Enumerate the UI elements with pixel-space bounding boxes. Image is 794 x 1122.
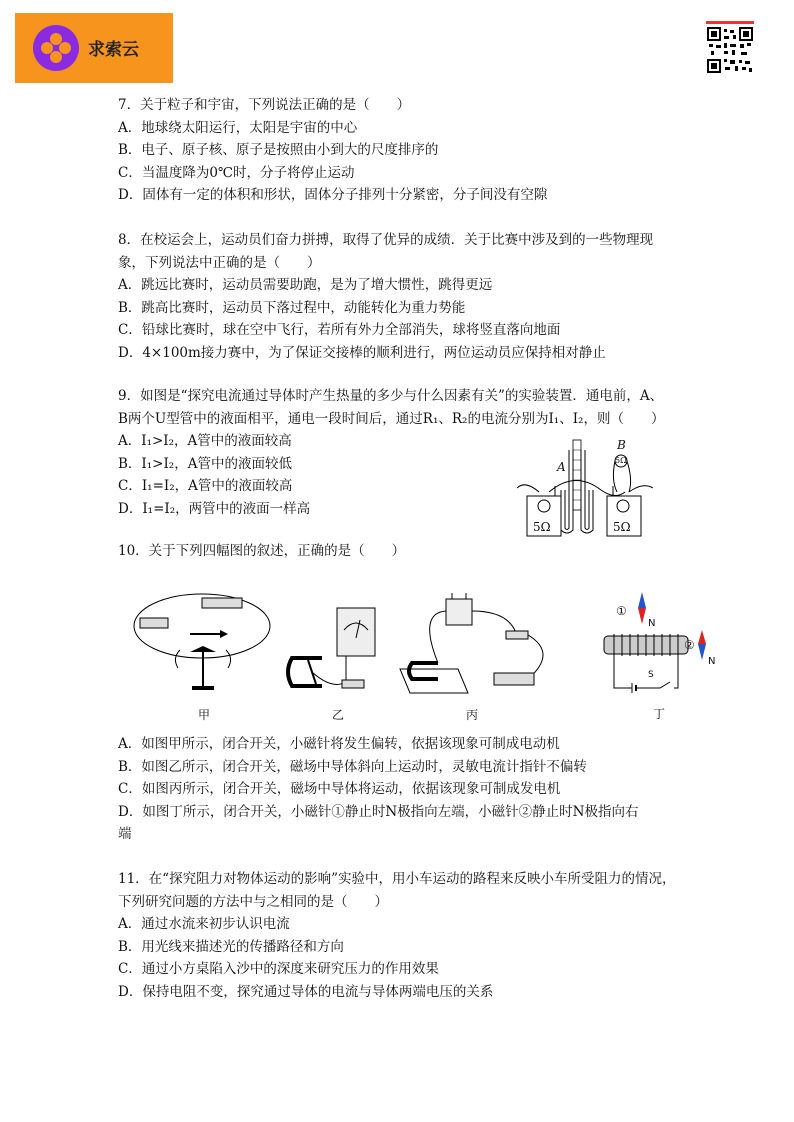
needle-2-label: ②	[684, 638, 695, 652]
figure-ding	[598, 590, 728, 725]
question-stem-cont: B两个U型管中的液面相平，通电一段时间后，通过R₁、R₂的电流分别为I₁、I₂，则（ ）	[118, 410, 665, 427]
option-d: D．如图丁所示，闭合开关，小磁针①静止时N极指向左端，小磁针②静止时N极指向右	[118, 803, 639, 820]
option-a: A．I₁>I₂，A管中的液面较高	[118, 433, 292, 449]
brand-logo	[15, 13, 173, 83]
option-b: B．如图乙所示，闭合开关，磁场中导体斜向上运动时，灵敏电流计指针不偏转	[118, 758, 587, 775]
option-c: C．当温度降为0℃时，分子将停止运动	[118, 164, 355, 181]
question-10-options	[118, 733, 678, 846]
option-d-cont: 端	[118, 826, 132, 842]
question-11	[118, 868, 678, 1003]
option-d: D．I₁=I₂，两管中的液面一样高	[118, 500, 311, 517]
figure-bing	[398, 593, 553, 723]
resistor-right-label: 5Ω	[613, 520, 631, 534]
tube-a-label: A	[557, 460, 566, 474]
figure-bing-label: 丙	[466, 708, 479, 722]
option-b: B．电子、原子核、原子是按照由小到大的尺度排序的	[118, 142, 439, 158]
question-stem: 11．在“探究阻力对物体运动的影响”实验中，用小车运动的路程来反映小车所受阻力的情况，	[118, 871, 676, 887]
question-stem-cont: 象，下列说法中正确的是（ ）	[118, 254, 321, 271]
option-a: A．通过水流来初步认识电流	[118, 916, 290, 932]
needle-1-pole: N	[648, 618, 656, 629]
figure-jia-label: 甲	[198, 708, 211, 722]
tube-b-label: B	[617, 438, 626, 452]
question-8	[118, 229, 678, 364]
option-c: C．通过小方桌陷入沙中的深度来研究压力的作用效果	[118, 961, 439, 977]
brand-name: 求索云	[88, 40, 139, 60]
option-b: B．跳高比赛时，运动员下落过程中，动能转化为重力势能	[118, 299, 466, 316]
question-10-stem	[118, 540, 678, 563]
figure-jia	[130, 588, 275, 723]
figure-yi-label: 乙	[332, 708, 345, 722]
option-a: A．跳远比赛时，运动员需要助跑，是为了增大惯性，跳得更远	[118, 277, 493, 293]
option-a: A．如图甲所示，闭合开关，小磁针将发生偏转，依据该现象可制成电动机	[118, 736, 560, 752]
question-stem-cont: 下列研究问题的方法中与之相同的是（ ）	[118, 893, 388, 910]
option-c: C．I₁=I₂，A管中的液面较高	[118, 478, 293, 494]
option-d: D．保持电阻不变，探究通过导体的电流与导体两端电压的关系	[118, 983, 494, 1000]
option-b: B．用光线来描述光的传播路径和方向	[118, 938, 344, 955]
question-7	[118, 94, 678, 207]
option-a: A．地球绕太阳运行，太阳是宇宙的中心	[118, 119, 358, 136]
q9-apparatus-figure	[515, 430, 655, 540]
option-c: C．铅球比赛时，球在空中飞行，若所有外力全部消失，球将竖直落向地面	[118, 322, 561, 338]
question-stem: 7．关于粒子和宇宙，下列说法正确的是（ ）	[118, 97, 411, 113]
option-d: D．固体有一定的体积和形状，固体分子排列十分紧密，分子间没有空隙	[118, 187, 548, 203]
option-c: C．如图丙所示，闭合开关，磁场中导体将运动，依据该现象可制成发电机	[118, 781, 561, 797]
needle-1-label: ①	[616, 604, 627, 618]
option-b: B．I₁>I₂，A管中的液面较低	[118, 455, 292, 472]
needle-2-pole: N	[708, 656, 716, 667]
qr-code-icon	[706, 20, 754, 74]
option-d: D．4×100m接力赛中，为了保证交接棒的顺利进行，两位运动员应保持相对静止	[118, 344, 606, 361]
question-stem: 10．关于下列四幅图的叙述，正确的是（ ）	[118, 543, 406, 559]
resistor-top-label: 5Ω	[615, 456, 627, 465]
resistor-left-label: 5Ω	[533, 520, 551, 534]
switch-label: S	[648, 670, 654, 680]
figure-yi	[282, 600, 387, 723]
figure-ding-label: 丁	[653, 707, 666, 721]
clover-icon	[33, 25, 79, 71]
question-stem: 9．如图是“探究电流通过导体时产生热量的多少与什么因素有关”的实验装置．通电前，A、	[118, 388, 664, 404]
question-stem: 8．在校运会上，运动员们奋力拼搏，取得了优异的成绩．关于比赛中涉及到的一些物理现	[118, 232, 654, 248]
